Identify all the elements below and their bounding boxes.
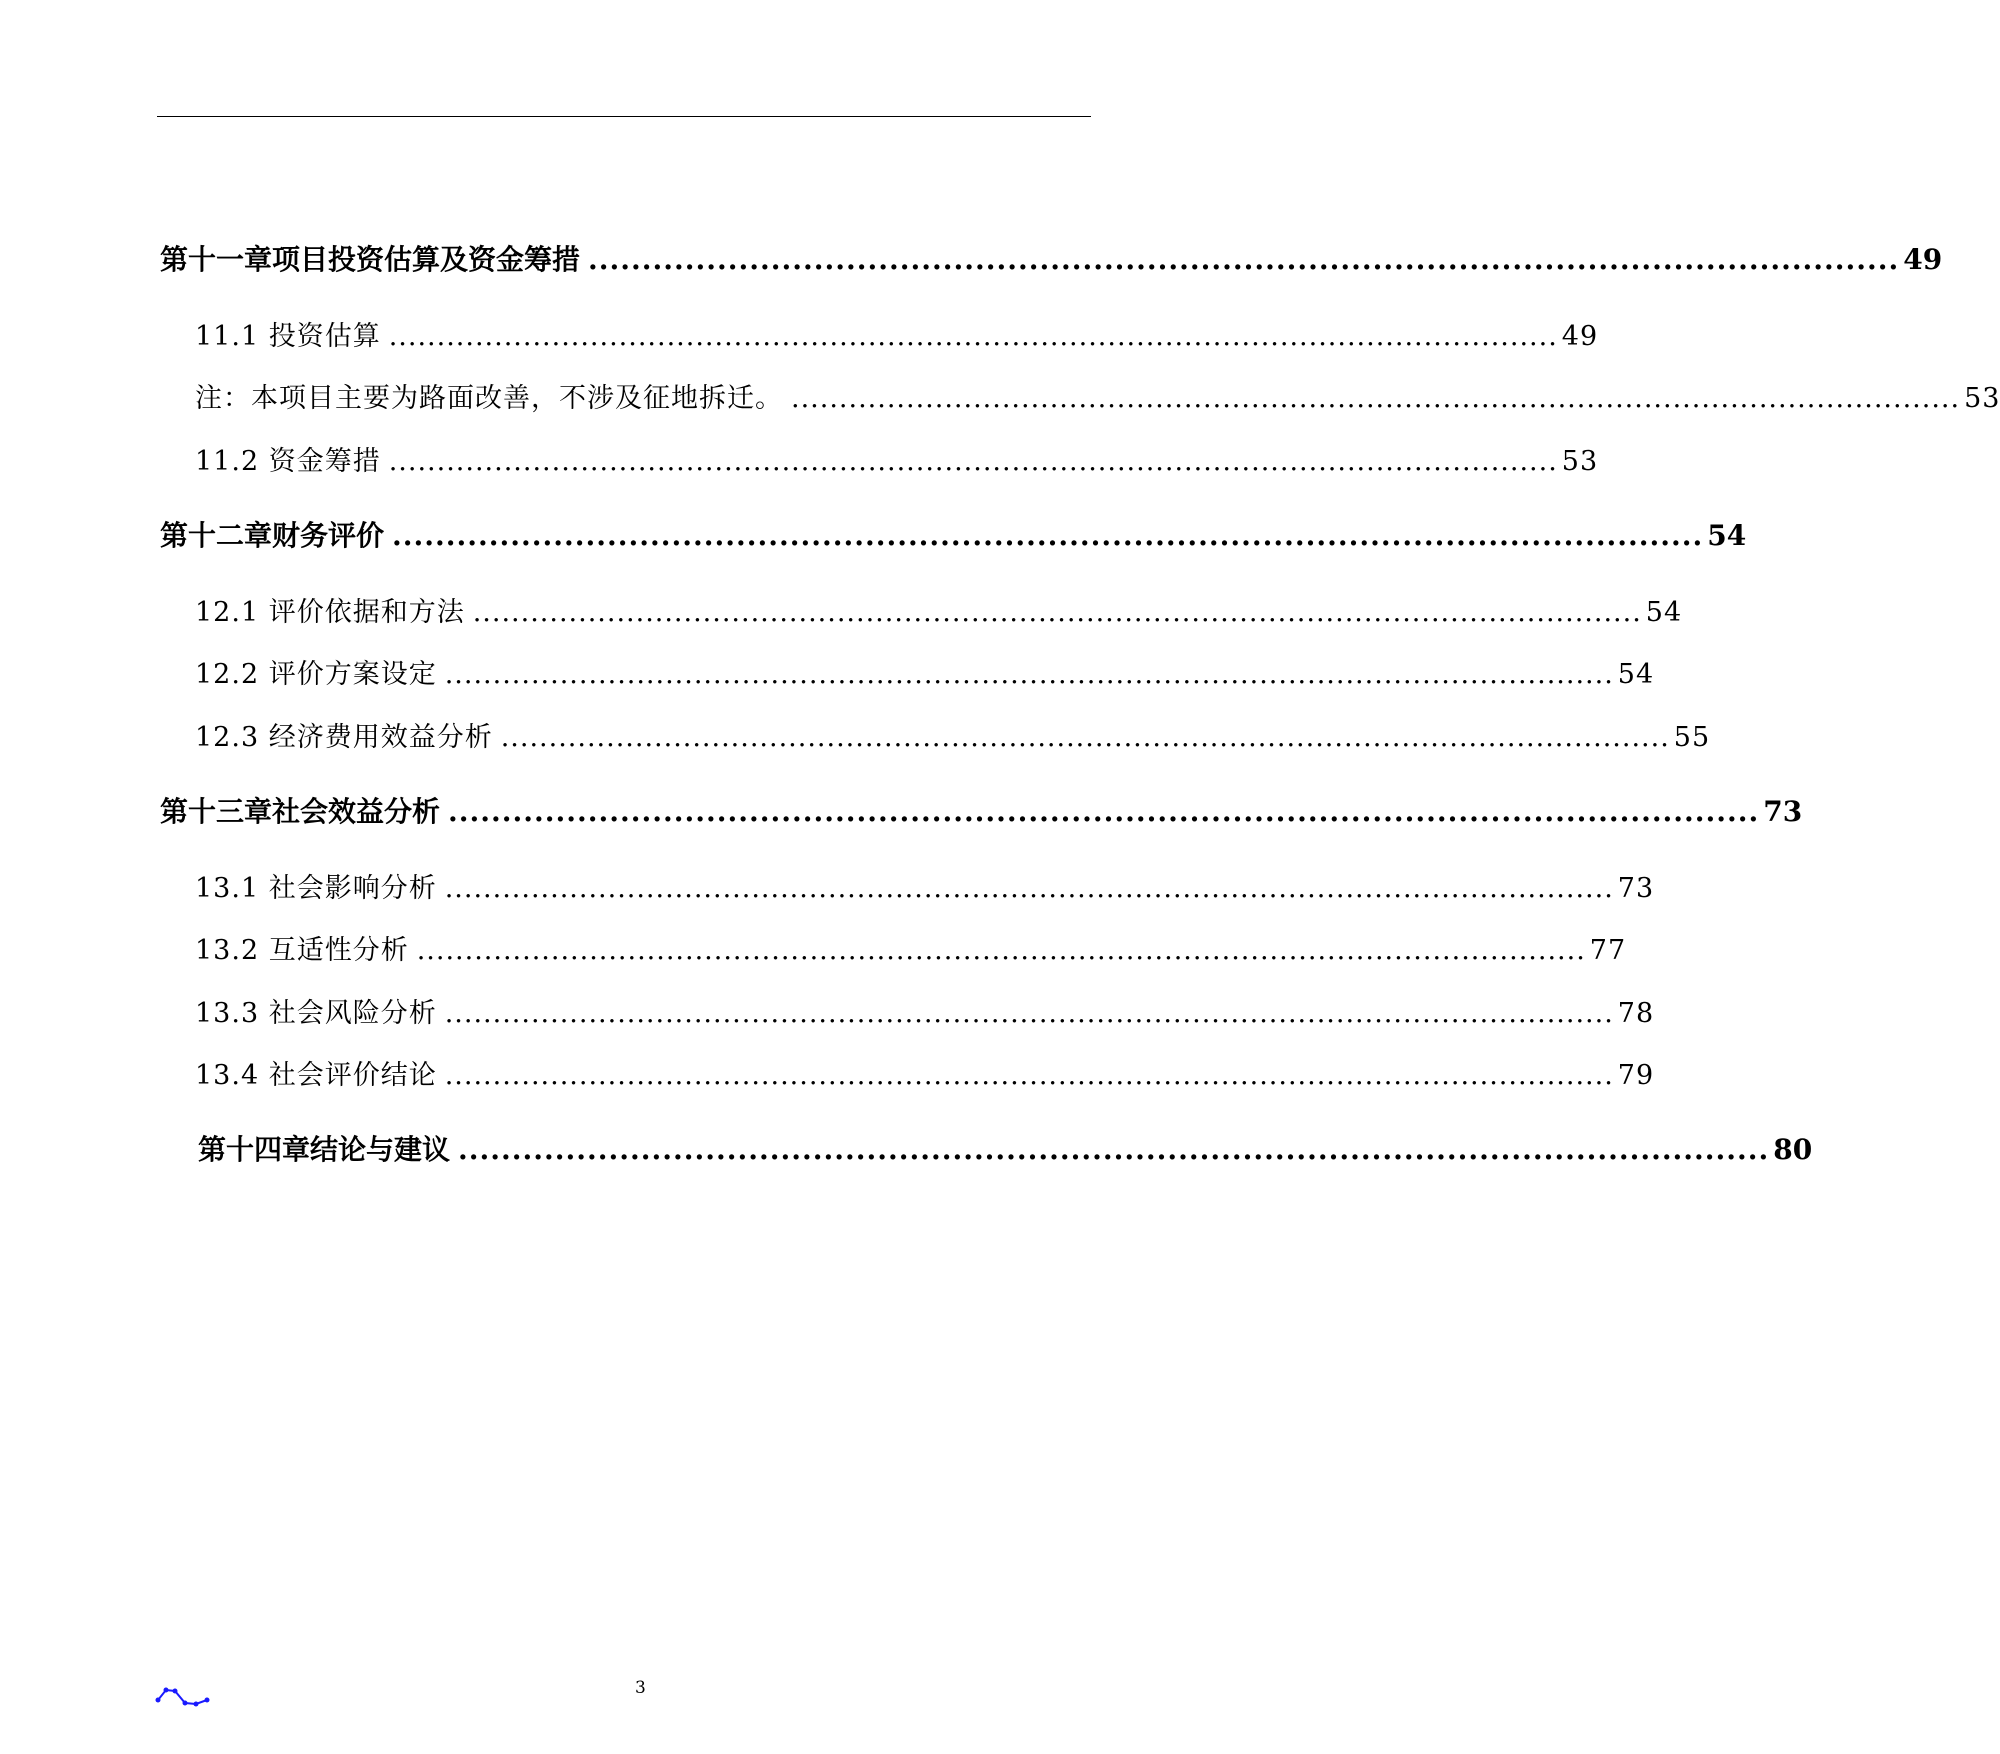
toc-section[interactable] bbox=[195, 376, 2000, 416]
page-number: 80 bbox=[1773, 1133, 1813, 1166]
dot-leader: .......................................................................................................................... bbox=[588, 243, 1900, 276]
page-number: 77 bbox=[1589, 935, 1627, 966]
chapter-title: 结论与建议 bbox=[310, 1133, 451, 1166]
page-number: 54 bbox=[1617, 659, 1655, 690]
toc-chapter-12[interactable] bbox=[160, 514, 1747, 554]
dot-leader: .......................................................................................................................... bbox=[388, 321, 1558, 352]
section-label: 12.1 评价依据和方法 bbox=[195, 597, 465, 628]
section-label: 注：本项目主要为路面改善，不涉及征地拆迁。 bbox=[195, 383, 783, 414]
chapter-title: 社会效益分析 bbox=[272, 795, 441, 828]
footer-page-number: 3 bbox=[635, 1678, 646, 1698]
dot-leader: .......................................................................................................................... bbox=[416, 935, 1586, 966]
chapter-title: 财务评价 bbox=[272, 519, 385, 552]
section-label: 11.1 投资估算 bbox=[195, 321, 381, 352]
page-number: 79 bbox=[1617, 1060, 1655, 1091]
chapter-title: 项目投资估算及资金筹措 bbox=[272, 243, 581, 276]
section-label: 12.2 评价方案设定 bbox=[195, 659, 437, 690]
dot-leader: .......................................................................................................................... bbox=[458, 1133, 1770, 1166]
toc-chapter-13[interactable] bbox=[160, 790, 1803, 830]
page-number: 49 bbox=[1903, 243, 1943, 276]
dot-leader: .......................................................................................................................... bbox=[444, 1060, 1614, 1091]
toc-section[interactable] bbox=[195, 866, 1655, 906]
chapter-number: 第十二章 bbox=[160, 519, 273, 552]
page-number: 49 bbox=[1561, 321, 1599, 352]
page-number: 55 bbox=[1673, 722, 1711, 753]
page-number: 78 bbox=[1617, 998, 1655, 1029]
section-label: 13.2 互适性分析 bbox=[195, 935, 409, 966]
page-number: 73 bbox=[1763, 795, 1803, 828]
dot-leader: .......................................................................................................................... bbox=[444, 659, 1614, 690]
chapter-number: 第十一章 bbox=[160, 243, 273, 276]
dot-leader: .......................................................................................................................... bbox=[448, 795, 1760, 828]
dot-leader: .......................................................................................................................... bbox=[444, 873, 1614, 904]
page-number: 73 bbox=[1617, 873, 1655, 904]
toc-section[interactable] bbox=[195, 590, 1683, 630]
toc-section[interactable] bbox=[195, 1053, 1655, 1093]
page-number: 53 bbox=[1561, 446, 1599, 477]
dot-leader: .......................................................................................................................... bbox=[500, 722, 1670, 753]
dot-leader: .......................................................................................................................... bbox=[392, 519, 1704, 552]
toc-section[interactable] bbox=[195, 715, 1711, 755]
toc-chapter-11[interactable] bbox=[160, 238, 1943, 278]
dot-leader: .......................................................................................................................... bbox=[791, 383, 1961, 414]
dot-leader: .......................................................................................................................... bbox=[444, 998, 1614, 1029]
toc-section[interactable] bbox=[195, 652, 1655, 692]
wave-dots-logo-icon bbox=[155, 1676, 227, 1710]
section-label: 13.3 社会风险分析 bbox=[195, 998, 437, 1029]
toc-section[interactable] bbox=[195, 991, 1655, 1031]
page-number: 54 bbox=[1707, 519, 1747, 552]
header-rule bbox=[157, 116, 1091, 117]
toc-section[interactable] bbox=[195, 439, 1599, 479]
page-number: 53 bbox=[1964, 383, 2000, 414]
chapter-number: 第十三章 bbox=[160, 795, 273, 828]
toc-chapter-14[interactable] bbox=[198, 1128, 1813, 1168]
section-label: 13.1 社会影响分析 bbox=[195, 873, 437, 904]
toc-section[interactable] bbox=[195, 314, 1599, 354]
section-label: 12.3 经济费用效益分析 bbox=[195, 722, 493, 753]
toc-section[interactable] bbox=[195, 928, 1627, 968]
section-label: 13.4 社会评价结论 bbox=[195, 1060, 437, 1091]
page-number: 54 bbox=[1645, 597, 1683, 628]
chapter-number: 第十四章 bbox=[198, 1133, 311, 1166]
dot-leader: .......................................................................................................................... bbox=[472, 597, 1642, 628]
section-label: 11.2 资金筹措 bbox=[195, 446, 381, 477]
dot-leader: .......................................................................................................................... bbox=[388, 446, 1558, 477]
